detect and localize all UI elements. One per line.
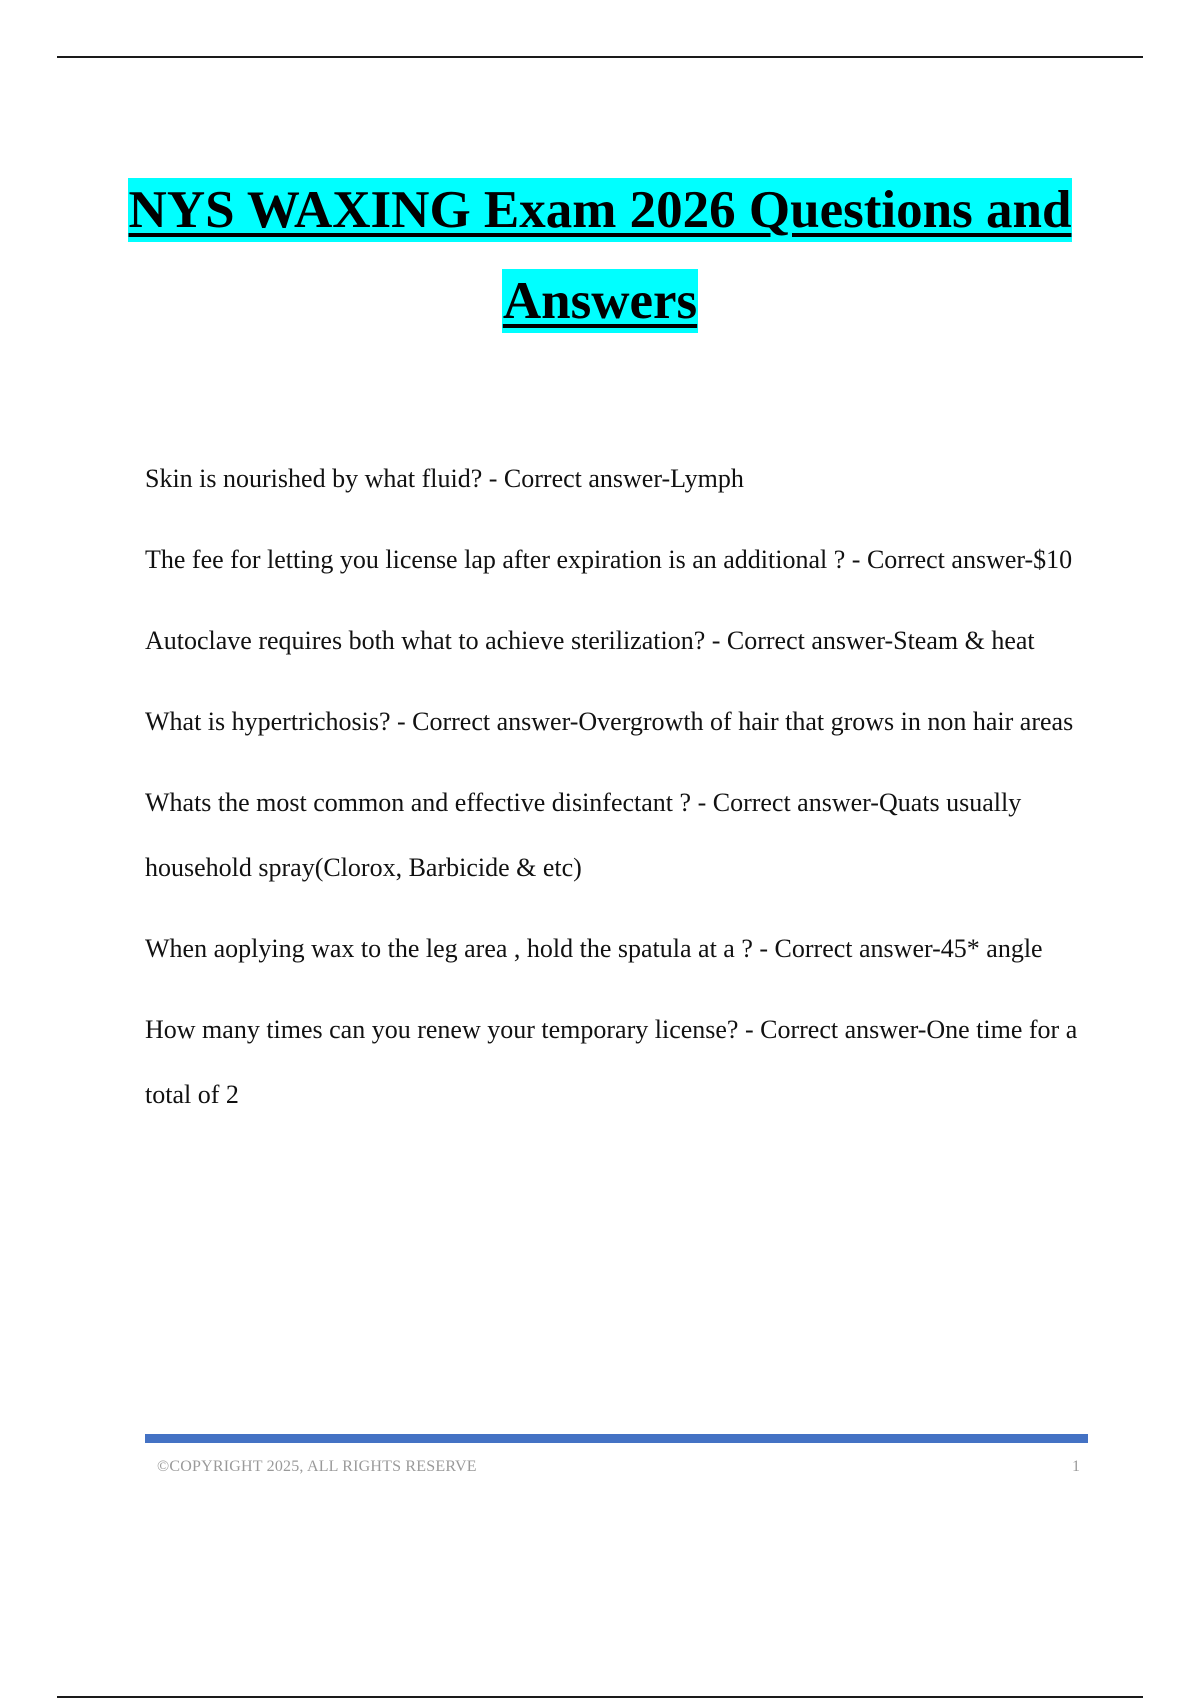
- qa-item: Skin is nourished by what fluid? - Correct answer-Lymph: [145, 464, 744, 493]
- qa-item: When aoplying wax to the leg area , hold the spatula at a ? - Correct answer-45* angle: [145, 934, 1043, 963]
- qa-item: Whats the most common and effective disinfectant ? - Correct answer-Quats usually household spray(Clorox, Barbicide & etc): [145, 788, 1022, 882]
- qa-item: Autoclave requires both what to achieve sterilization? - Correct answer-Steam & heat: [145, 626, 1035, 655]
- qa-item: What is hypertrichosis? - Correct answer-Overgrowth of hair that grows in non hair areas: [145, 707, 1074, 736]
- qa-item: How many times can you renew your temporary license? - Correct answer-One time for a total of 2: [145, 1015, 1078, 1109]
- page-top-rule: [57, 56, 1143, 58]
- title-line-2: Answers: [502, 269, 698, 333]
- page-number: 1: [1072, 1458, 1080, 1475]
- footer-copyright: ©COPYRIGHT 2025, ALL RIGHTS RESERVE: [157, 1458, 477, 1475]
- page-bottom-rule: [57, 1696, 1143, 1698]
- qa-item: The fee for letting you license lap after expiration is an additional ? - Correct answer-$10: [145, 545, 1073, 574]
- document-title: [0, 178, 1200, 333]
- title-line-1: NYS WAXING Exam 2026 Questions and: [128, 178, 1073, 242]
- footer-accent-bar: [145, 1434, 1088, 1443]
- qa-list: [145, 446, 1100, 1143]
